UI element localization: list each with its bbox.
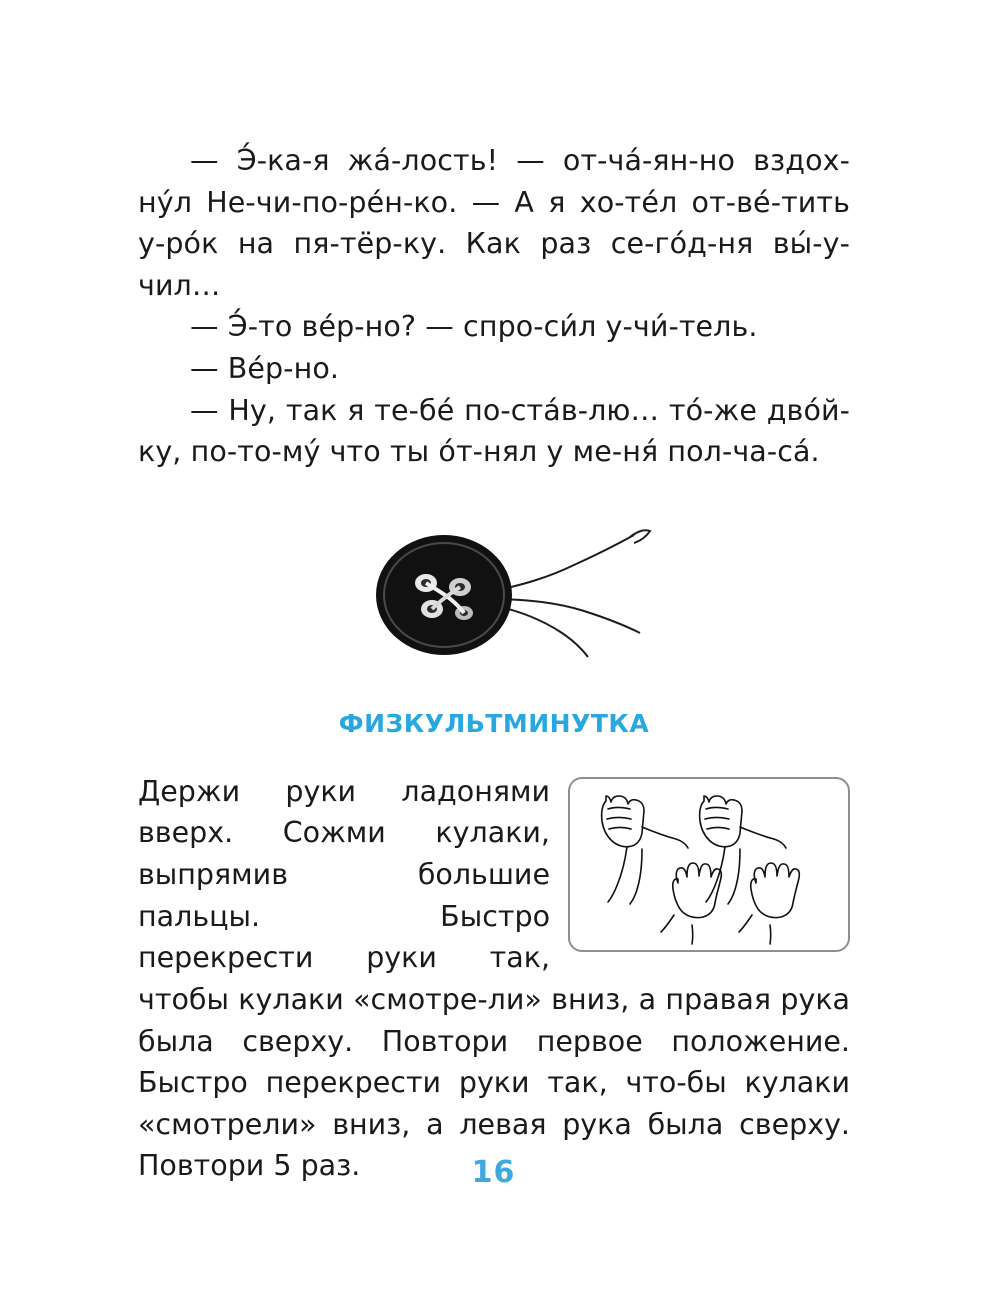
story-paragraph-2: — Э́-то ве́р-но? — спро-си́л у-чи́-тель.	[190, 310, 758, 344]
story-paragraph-3: — Ве́р-но.	[190, 352, 340, 386]
story-paragraph-4: — Ну, так я те-бе́ по-ста́в-лю… то́-же дво́й-ку, по-то-му́ что ты о́т-нял у ме-ня́ пол-ча-са́.	[138, 393, 850, 469]
page-number: 16	[471, 1155, 516, 1190]
page-content	[138, 140, 850, 1187]
button-body	[376, 535, 512, 655]
exercise-section	[138, 771, 850, 1187]
black-button-icon	[334, 525, 654, 665]
section-title: физкультминутка	[338, 700, 650, 741]
story-paragraph-1: — Э́-ка-я жа́-лость! — от-ча́-ян-но вздох-ну́л Не-чи-по-ре́н-ко. — А я хо-те́л от-ве́-тить у-ро́к на пя-тёр-ку. Как раз се-го́д-ня вы́-у-чил…	[138, 144, 850, 302]
hands-illustration	[568, 777, 850, 952]
button-illustration	[138, 525, 850, 675]
exercise-text: Держи руки ладонями вверх. Сожми кулаки, выпрямив большие пальцы. Быстро перекрести руки так, чтобы кулаки «смотре-ли» вниз, а правая рука была сверху. Повтори первое положение. Быстро перекрести руки так, что-бы кулаки «смотрели» вниз, а левая рука была сверху. Повтори 5 раз.	[138, 774, 850, 1183]
story-text	[138, 140, 850, 473]
crossed-fists-icon	[570, 779, 848, 950]
